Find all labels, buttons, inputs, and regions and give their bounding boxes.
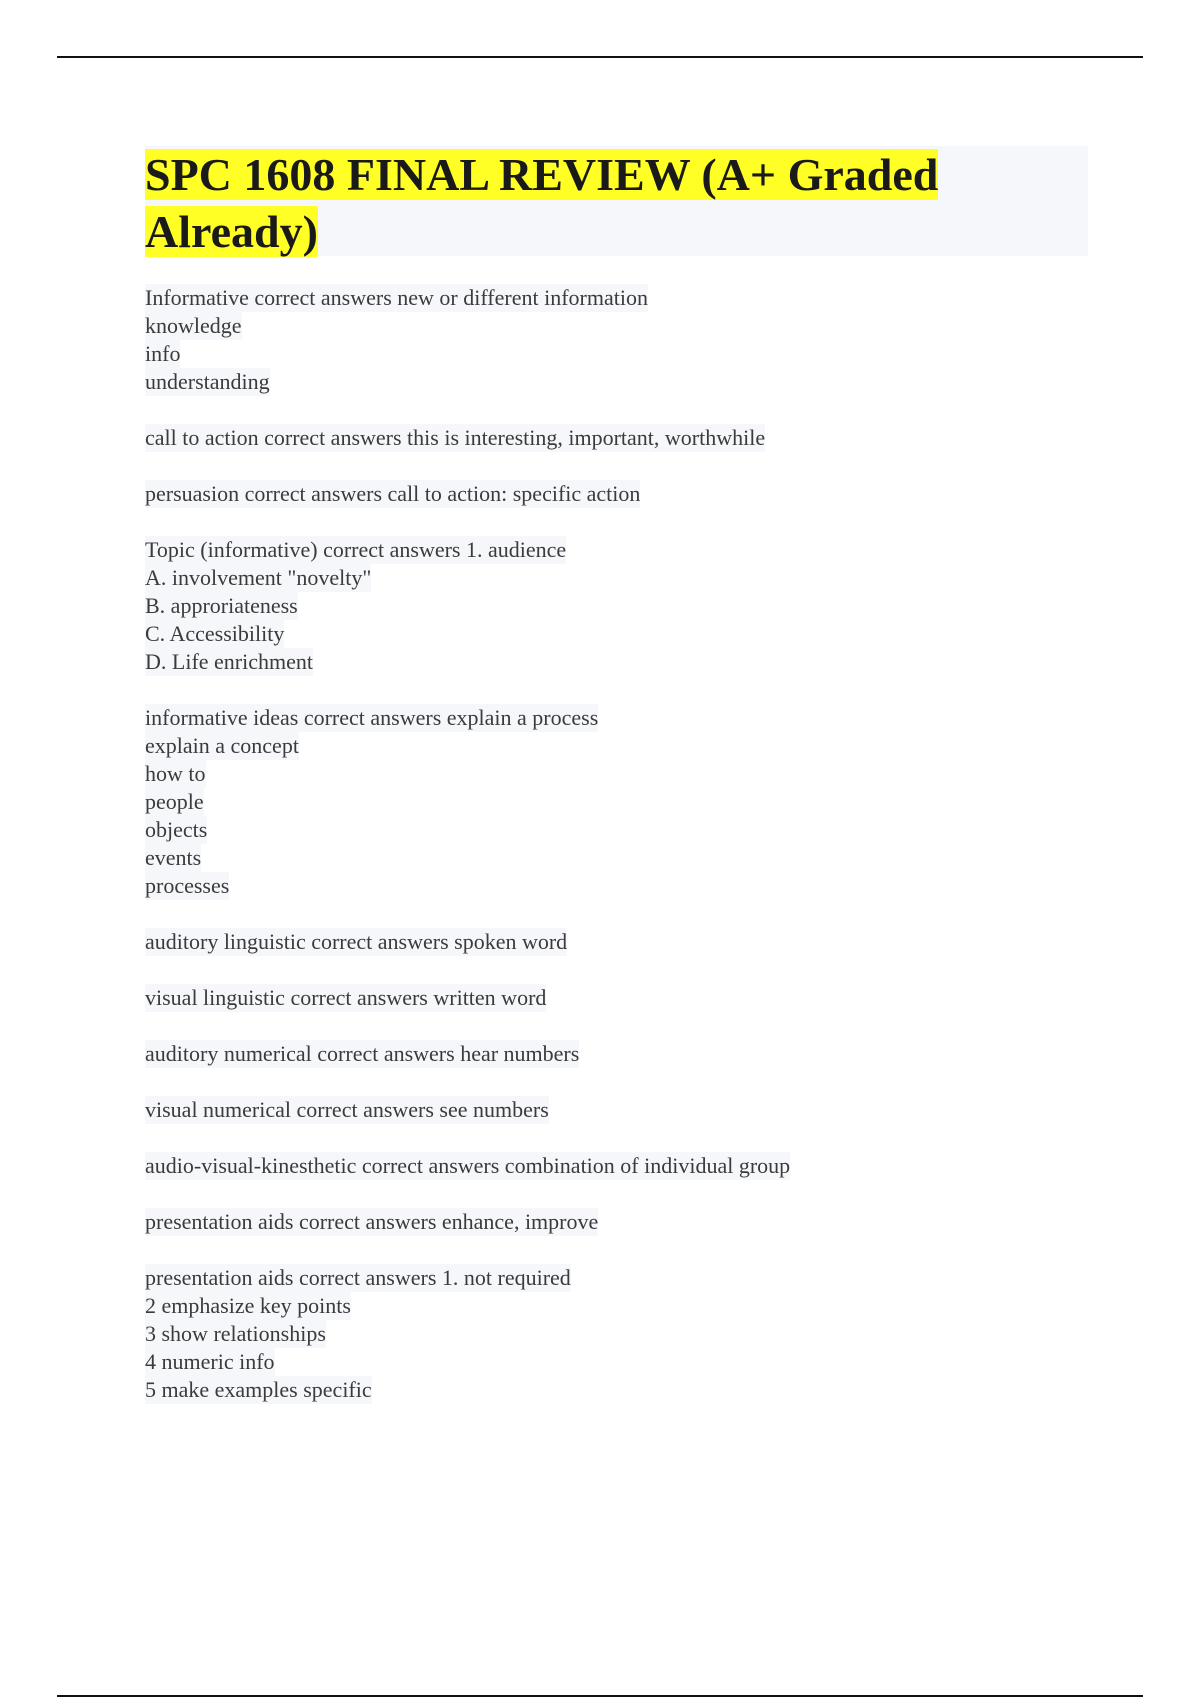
qa-entry bbox=[145, 1208, 1085, 1236]
qa-term-line: Topic (informative) correct answers 1. audience bbox=[145, 537, 567, 562]
qa-detail-line: D. Life enrichment bbox=[145, 649, 313, 674]
qa-detail-line: events bbox=[145, 845, 202, 870]
qa-entry bbox=[145, 536, 1085, 676]
qa-detail-line: explain a concept bbox=[145, 733, 299, 758]
qa-entry bbox=[145, 984, 1085, 1012]
qa-entry bbox=[145, 1096, 1085, 1124]
qa-detail-line: A. involvement "novelty" bbox=[145, 565, 372, 590]
qa-entry bbox=[145, 928, 1085, 956]
title-highlight: SPC 1608 FINAL REVIEW (A+ Graded Already) bbox=[145, 149, 939, 257]
qa-detail-line: C. Accessibility bbox=[145, 621, 285, 646]
document-title bbox=[145, 146, 1088, 260]
qa-detail-line: 4 numeric info bbox=[145, 1349, 275, 1374]
qa-entry bbox=[145, 424, 1085, 452]
qa-detail-line: info bbox=[145, 341, 181, 366]
qa-detail-line: 2 emphasize key points bbox=[145, 1293, 351, 1318]
qa-term-line: presentation aids correct answers 1. not required bbox=[145, 1265, 571, 1290]
qa-detail-line: processes bbox=[145, 873, 230, 898]
qa-entry bbox=[145, 1264, 1085, 1404]
qa-term-line: auditory linguistic correct answers spoken word bbox=[145, 929, 568, 954]
qa-detail-line: how to bbox=[145, 761, 206, 786]
qa-detail-line: objects bbox=[145, 817, 208, 842]
qa-detail-line: knowledge bbox=[145, 313, 242, 338]
title-block bbox=[145, 146, 1088, 256]
qa-term-line: visual numerical correct answers see numbers bbox=[145, 1097, 549, 1122]
qa-entry bbox=[145, 1152, 1085, 1180]
bottom-rule bbox=[57, 1695, 1143, 1697]
top-rule bbox=[57, 56, 1143, 58]
qa-detail-line: 3 show relationships bbox=[145, 1321, 326, 1346]
qa-entry bbox=[145, 284, 1085, 396]
qa-term-line: presentation aids correct answers enhance, improve bbox=[145, 1209, 599, 1234]
qa-detail-line: B. approriateness bbox=[145, 593, 298, 618]
qa-term-line: informative ideas correct answers explain a process bbox=[145, 705, 599, 730]
qa-term-line: Informative correct answers new or different information bbox=[145, 285, 648, 310]
qa-term-line: call to action correct answers this is interesting, important, worthwhile bbox=[145, 425, 766, 450]
qa-detail-line: understanding bbox=[145, 369, 270, 394]
qa-term-line: audio-visual-kinesthetic correct answers combination of individual group bbox=[145, 1153, 791, 1178]
qa-detail-line: people bbox=[145, 789, 204, 814]
document-body bbox=[145, 284, 1085, 1432]
qa-term-line: auditory numerical correct answers hear numbers bbox=[145, 1041, 580, 1066]
qa-detail-line: 5 make examples specific bbox=[145, 1377, 372, 1402]
qa-entry bbox=[145, 480, 1085, 508]
qa-term-line: persuasion correct answers call to action: specific action bbox=[145, 481, 641, 506]
qa-term-line: visual linguistic correct answers written word bbox=[145, 985, 547, 1010]
qa-entry bbox=[145, 704, 1085, 900]
qa-entry bbox=[145, 1040, 1085, 1068]
